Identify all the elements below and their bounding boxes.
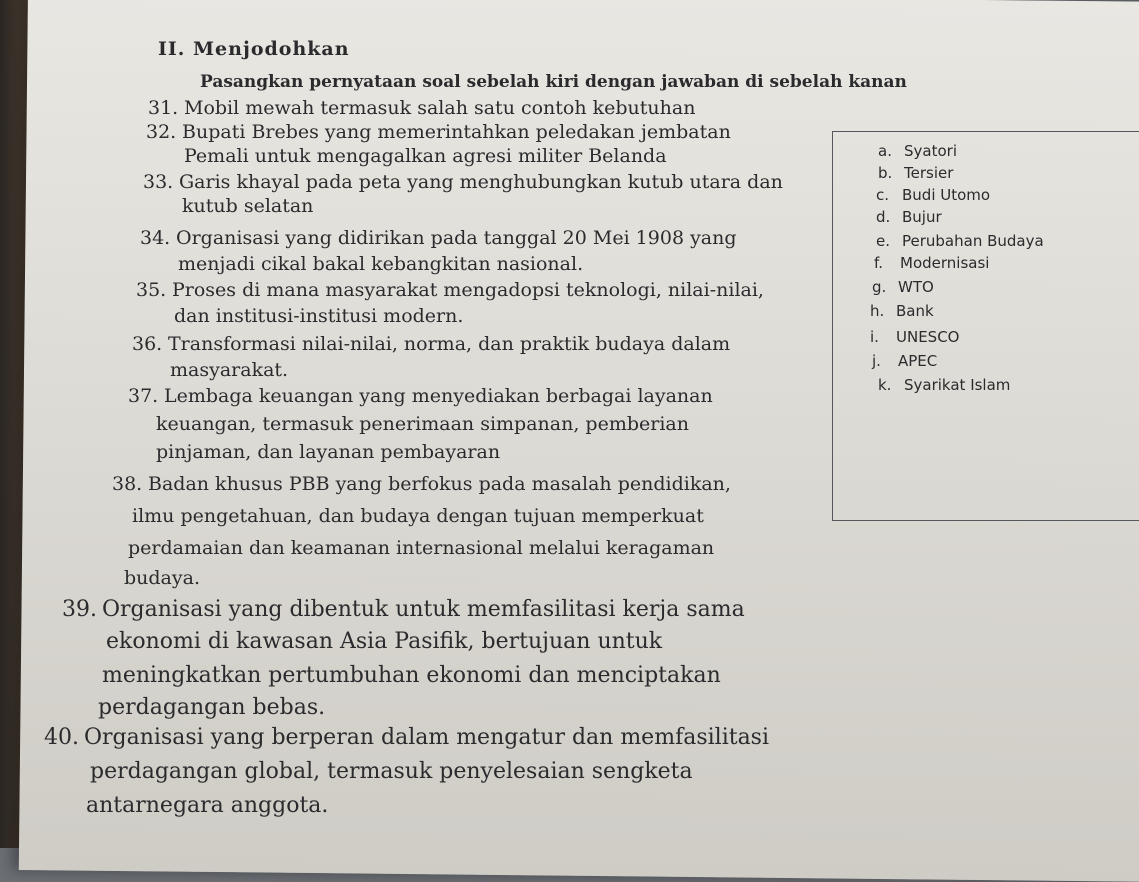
answer-text: WTO bbox=[898, 278, 934, 296]
question-39-continued bbox=[102, 660, 721, 692]
question-37 bbox=[128, 384, 713, 408]
question-line: Bupati Brebes yang memerintahkan peledakan jembatan bbox=[182, 121, 731, 143]
answer-text: APEC bbox=[898, 352, 938, 370]
question-line: perdagangan bebas. bbox=[98, 695, 326, 720]
question-line: masyarakat. bbox=[170, 359, 289, 381]
answer-letter: k. bbox=[878, 376, 892, 394]
question-39 bbox=[62, 594, 745, 626]
question-number: 38. bbox=[112, 473, 143, 495]
question-line: Lembaga keuangan yang menyediakan berbagai layanan bbox=[164, 385, 713, 407]
answer-option-a bbox=[878, 142, 957, 160]
answer-letter: f. bbox=[874, 254, 883, 272]
question-line: perdamaian dan keamanan internasional melalui keragaman bbox=[128, 537, 715, 559]
question-35 bbox=[136, 278, 764, 302]
answer-text: Bank bbox=[896, 302, 934, 320]
answer-letter: c. bbox=[876, 186, 890, 204]
question-line: budaya. bbox=[124, 567, 200, 589]
question-line: meningkatkan pertumbuhan ekonomi dan menciptakan bbox=[102, 663, 721, 688]
answer-option-i bbox=[870, 328, 959, 346]
question-line: perdagangan global, termasuk penyelesaian sengketa bbox=[90, 759, 693, 784]
answer-text: Tersier bbox=[904, 164, 954, 182]
question-33-continued bbox=[182, 194, 313, 218]
question-40-continued bbox=[90, 756, 693, 788]
question-line: ekonomi di kawasan Asia Pasifik, bertujuan untuk bbox=[106, 629, 663, 654]
answer-letter: b. bbox=[878, 164, 893, 182]
answer-letter: e. bbox=[876, 232, 890, 250]
question-37-continued bbox=[156, 440, 500, 464]
question-number: 37. bbox=[128, 385, 159, 407]
question-line: Mobil mewah termasuk salah satu contoh kebutuhan bbox=[184, 97, 696, 119]
answer-text: Perubahan Budaya bbox=[902, 232, 1044, 250]
answer-option-b bbox=[878, 164, 953, 182]
question-number: 34. bbox=[140, 227, 171, 249]
question-number: 31. bbox=[148, 97, 179, 119]
question-line: antarnegara anggota. bbox=[86, 793, 329, 818]
question-line: Garis khayal pada peta yang menghubungkan kutub utara dan bbox=[179, 171, 783, 193]
question-line: keuangan, termasuk penerimaan simpanan, pemberian bbox=[156, 413, 689, 435]
question-34 bbox=[140, 226, 737, 250]
question-line: kutub selatan bbox=[182, 195, 314, 217]
question-32-continued bbox=[184, 144, 667, 168]
question-33 bbox=[143, 170, 783, 194]
answer-letter: j. bbox=[872, 352, 881, 370]
answer-letter: d. bbox=[876, 208, 891, 226]
answer-option-g bbox=[872, 278, 934, 296]
answer-option-d bbox=[876, 208, 942, 226]
answer-text: Bujur bbox=[902, 208, 942, 226]
answer-text: Syatori bbox=[904, 142, 957, 160]
answer-option-k bbox=[878, 376, 1010, 394]
question-38-continued bbox=[132, 504, 704, 528]
question-38-continued bbox=[128, 536, 714, 560]
question-39-continued bbox=[106, 626, 662, 658]
question-number: 36. bbox=[132, 333, 163, 355]
question-line: menjadi cikal bakal kebangkitan nasional. bbox=[178, 253, 584, 275]
question-line: Proses di mana masyarakat mengadopsi teknologi, nilai-nilai, bbox=[172, 279, 764, 301]
answer-letter: g. bbox=[872, 278, 887, 296]
question-36-continued bbox=[170, 358, 288, 382]
question-31 bbox=[148, 96, 695, 120]
question-40-continued bbox=[86, 790, 328, 822]
question-number: 39. bbox=[62, 597, 97, 622]
question-number: 40. bbox=[44, 725, 79, 750]
answer-text: Modernisasi bbox=[900, 254, 990, 272]
answer-text: Budi Utomo bbox=[902, 186, 991, 204]
answer-option-h bbox=[870, 302, 934, 320]
question-36 bbox=[132, 332, 730, 356]
question-line: dan institusi-institusi modern. bbox=[174, 305, 464, 327]
answer-letter: a. bbox=[878, 142, 892, 160]
question-35-continued bbox=[174, 304, 463, 328]
question-line: Organisasi yang berperan dalam mengatur dan memfasilitasi bbox=[84, 725, 770, 750]
answer-letter: i. bbox=[870, 328, 879, 346]
question-38 bbox=[112, 472, 731, 496]
question-37-continued bbox=[156, 412, 689, 436]
question-40 bbox=[44, 722, 769, 754]
section-title: II. Menjodohkan bbox=[158, 38, 350, 60]
question-number: 32. bbox=[146, 121, 177, 143]
question-line: Badan khusus PBB yang berfokus pada masalah pendidikan, bbox=[148, 473, 731, 495]
answer-option-j bbox=[872, 352, 937, 370]
question-38-continued bbox=[124, 566, 200, 590]
question-line: Organisasi yang didirikan pada tanggal 20 Mei 1908 yang bbox=[176, 227, 737, 249]
instruction-text: Pasangkan pernyataan soal sebelah kiri dengan jawaban di sebelah kanan bbox=[200, 72, 907, 92]
question-line: Organisasi yang dibentuk untuk memfasilitasi kerja sama bbox=[102, 597, 745, 622]
answer-option-e bbox=[876, 232, 1044, 250]
question-32 bbox=[146, 120, 731, 144]
question-line: pinjaman, dan layanan pembayaran bbox=[156, 441, 501, 463]
question-line: Pemali untuk mengagalkan agresi militer Belanda bbox=[184, 145, 667, 167]
question-line: Transformasi nilai-nilai, norma, dan praktik budaya dalam bbox=[168, 333, 731, 355]
question-number: 35. bbox=[136, 279, 167, 301]
question-39-continued bbox=[98, 692, 325, 724]
answer-text: Syarikat Islam bbox=[904, 376, 1011, 394]
question-34-continued bbox=[178, 252, 583, 276]
question-number: 33. bbox=[143, 171, 174, 193]
answer-text: UNESCO bbox=[896, 328, 960, 346]
answer-option-c bbox=[876, 186, 990, 204]
answer-letter: h. bbox=[870, 302, 885, 320]
question-line: ilmu pengetahuan, dan budaya dengan tujuan memperkuat bbox=[132, 505, 704, 527]
answer-option-f bbox=[874, 254, 989, 272]
